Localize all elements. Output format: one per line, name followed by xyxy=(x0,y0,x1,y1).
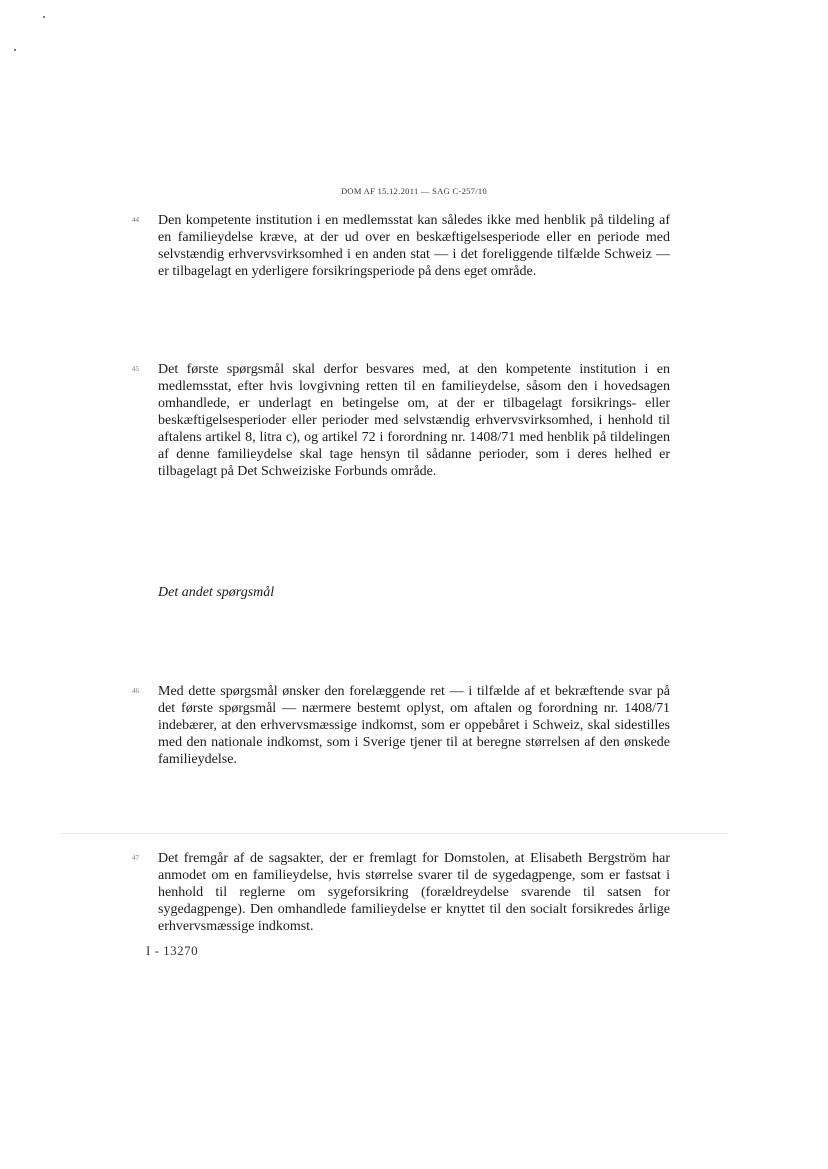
paragraph-number: 45 xyxy=(132,365,139,373)
scan-speck xyxy=(14,49,16,51)
section-heading: Det andet spørgsmål xyxy=(158,585,275,600)
paragraph-number: 47 xyxy=(132,854,139,862)
paragraph-47 xyxy=(132,850,670,935)
paragraph-number: 46 xyxy=(132,687,139,695)
paragraph-45 xyxy=(132,361,670,480)
paragraph-text: Med dette spørgsmål ønsker den forelæggende ret — i tilfælde af et bekræftende svar på det første spørgsmål — nærmere bestemt oplyst, om aftalen og forordning nr. 1408/71 indebærer, at den erhvervsmæssige indkomst, som er oppebåret i Schweiz, skal sidestilles med den nationale indkomst, som i Sverige tjener til at beregne størrelsen af den ønskede familieydelse. xyxy=(158,684,670,767)
paragraph-44 xyxy=(132,212,670,280)
paragraph-text: Det fremgår af de sagsakter, der er fremlagt for Domstolen, at Elisabeth Bergström har anmodet om en familieydelse, hvis størrelse svarer til de sygedagpenge, som er fastsat i henhold til reglerne om sygeforsikring (forældreydelse svarende til satsen for sygedagpenge). Den omhandlede familieydelse er knyttet til den socialt forsikredes årlige erhvervsmæssige indkomst. xyxy=(158,851,670,934)
scan-divider xyxy=(60,833,728,834)
paragraph-number: 44 xyxy=(132,216,139,224)
running-header: DOM AF 15.12.2011 — SAG C-257/10 xyxy=(340,186,487,196)
page-number: I - 13270 xyxy=(146,943,199,958)
paragraph-46 xyxy=(132,683,670,768)
paragraph-text: Den kompetente institution i en medlemsstat kan således ikke med henblik på tildeling af en familieydelse kræve, at der ud over en beskæftigelsesperiode eller en periode med selvstændig erhvervsvirksomhed i en anden stat — i det foreliggende tilfælde Schweiz — er tilbagelagt en yderligere forsikringsperiode på dens eget område. xyxy=(158,213,670,279)
paragraph-text: Det første spørgsmål skal derfor besvares med, at den kompetente institution i en medlemsstat, efter hvis lovgivning retten til en familieydelse, såsom den i hovedsagen omhandlede, er underlagt en betingelse om, at der er tilbagelagt forsikrings- eller beskæftigelsesperioder eller perioder med selvstændig erhvervsvirksomhed, i henhold til aftalens artikel 8, litra c), og artikel 72 i forordning nr. 1408/71 med henblik på tildelingen af denne familieydelse skal tage hensyn til sådanne perioder, som i deres helhed er tilbagelagt på Det Schweiziske Forbunds område. xyxy=(158,362,670,479)
scan-speck xyxy=(43,16,45,18)
